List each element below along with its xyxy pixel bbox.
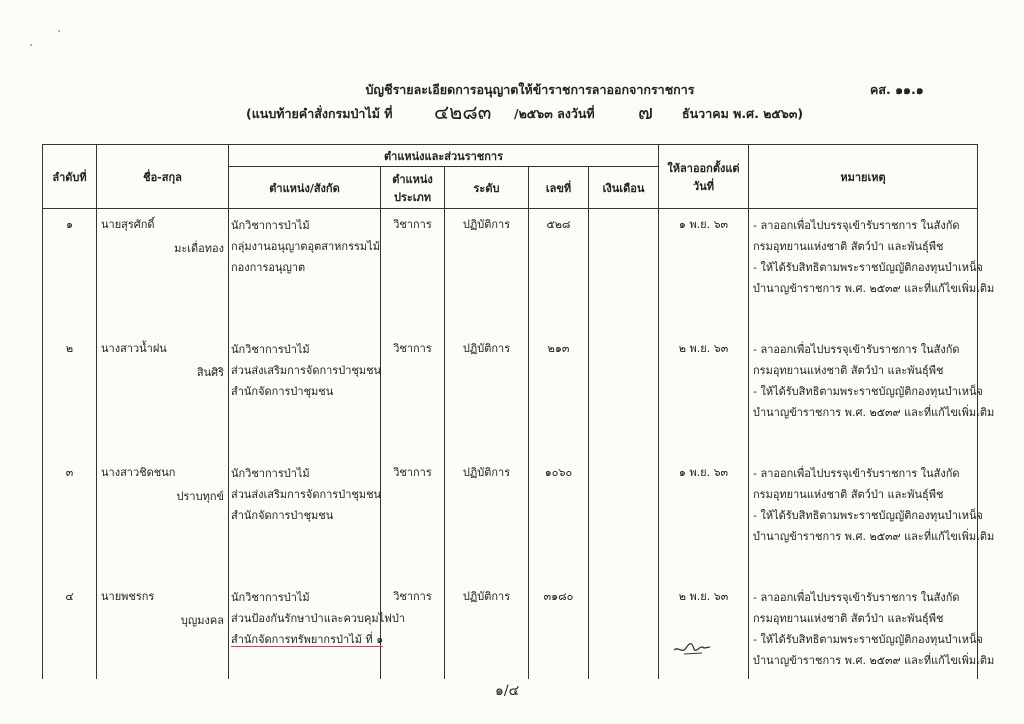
- position-number-cell: [529, 209, 589, 334]
- page-number: ๑/๔: [495, 683, 520, 699]
- effective-date-cell: [659, 581, 749, 679]
- remark-line: บำนาญข้าราชการ พ.ศ. ๒๕๓๙ และที่แก้ไขเพิ่มเติม: [753, 282, 995, 295]
- salary-cell: [589, 209, 659, 334]
- row-number: ๒: [43, 333, 97, 457]
- remark-line: - ลาออกเพื่อไปบรรจุเข้ารับราชการ ในสังกัด: [753, 467, 960, 480]
- remark-line: กรมอุทยานแห่งชาติ สัตว์ป่า และพันธุ์พืช: [753, 488, 944, 501]
- scan-speck: [30, 44, 32, 46]
- level: ปฏิบัติการ: [462, 590, 511, 603]
- salary: [589, 457, 658, 463]
- header-name: ชื่อ-สกุล: [97, 145, 229, 209]
- remark-line: กรมอุทยานแห่งชาติ สัตว์ป่า และพันธุ์พืช: [753, 364, 944, 377]
- salary: [589, 581, 658, 587]
- first-name: นางสาวน้ำฝน: [101, 342, 167, 355]
- effective-date: ๑ พ.ย. ๖๓: [678, 218, 729, 231]
- level-cell: [445, 209, 529, 334]
- position-type: วิชาการ: [393, 342, 432, 355]
- header-position: ตำแหน่ง/สังกัด: [229, 167, 381, 209]
- position-office: สำนักจัดการป่าชุมชน: [231, 509, 334, 522]
- salary-cell: [589, 581, 659, 679]
- name-cell: [97, 333, 229, 457]
- table-row: [43, 209, 978, 334]
- table-row: [43, 457, 978, 581]
- position-type: วิชาการ: [393, 590, 432, 603]
- effective-date: ๒ พ.ย. ๖๓: [678, 590, 729, 603]
- position-type-cell: [381, 209, 445, 334]
- remark-cell: [749, 581, 995, 679]
- remark-cell: [749, 209, 995, 334]
- position-number-cell: [529, 581, 589, 679]
- position-number: ๕๒๘: [546, 218, 571, 231]
- remark-line: บำนาญข้าราชการ พ.ศ. ๒๕๓๙ และที่แก้ไขเพิ่มเติม: [753, 654, 995, 667]
- header-level: ระดับ: [445, 167, 529, 209]
- row-number: ๑: [43, 209, 97, 334]
- position-cell: [229, 333, 381, 457]
- name-cell: [97, 209, 229, 334]
- header-position-group: ตำแหน่งและส่วนราชการ: [229, 145, 659, 167]
- level: ปฏิบัติการ: [462, 466, 511, 479]
- remark-line: - ลาออกเพื่อไปบรรจุเข้ารับราชการ ในสังกัด: [753, 219, 960, 232]
- effective-date: ๑ พ.ย. ๖๓: [678, 466, 729, 479]
- header-no: ลำดับที่: [43, 145, 97, 209]
- last-name: บุญมงคล: [180, 614, 224, 627]
- remark-line: - ให้ได้รับสิทธิตามพระราชบัญญัติกองทุนบำเหน็จ: [753, 261, 983, 274]
- remark-line: - ให้ได้รับสิทธิตามพระราชบัญญัติกองทุนบำเหน็จ: [753, 509, 983, 522]
- position-section: ส่วนป้องกันรักษาป่าและควบคุมไฟป่า: [231, 612, 406, 625]
- position-office: สำนักจัดการป่าชุมชน: [231, 385, 334, 398]
- remark-line: บำนาญข้าราชการ พ.ศ. ๒๕๓๙ และที่แก้ไขเพิ่มเติม: [753, 406, 995, 419]
- first-name: นางสาวชิดชนก: [101, 466, 176, 479]
- table-row: [43, 333, 978, 457]
- level-cell: [445, 581, 529, 679]
- position-type-cell: [381, 333, 445, 457]
- remark-cell: [749, 333, 995, 457]
- remark-line: - ให้ได้รับสิทธิตามพระราชบัญญัติกองทุนบำเหน็จ: [753, 385, 983, 398]
- position-title: นักวิชาการป่าไม้: [231, 467, 310, 480]
- row-number: ๔: [43, 581, 97, 679]
- position-title: นักวิชาการป่าไม้: [231, 343, 310, 356]
- handwritten-initials: [672, 636, 712, 658]
- last-name: มะเดื่อทอง: [174, 242, 224, 255]
- position-office: สำนักจัดการทรัพยากรป่าไม้ ที่ ๑: [231, 633, 384, 646]
- position-title: นักวิชาการป่าไม้: [231, 219, 310, 232]
- order-date-rest: ธันวาคม พ.ศ. ๒๕๖๓): [682, 106, 804, 121]
- salary-cell: [589, 333, 659, 457]
- effective-date-cell: [659, 209, 749, 334]
- position-number: ๑๐๖๐: [544, 466, 573, 479]
- header-pos-type-line2: ประเภท: [393, 190, 432, 204]
- row-number: ๓: [43, 457, 97, 581]
- position-type: วิชาการ: [393, 218, 432, 231]
- level: ปฏิบัติการ: [462, 342, 511, 355]
- resignation-table: [42, 144, 995, 679]
- position-number-cell: [529, 333, 589, 457]
- level: ปฏิบัติการ: [462, 218, 511, 231]
- level-cell: [445, 333, 529, 457]
- position-title: นักวิชาการป่าไม้: [231, 591, 310, 604]
- order-prefix: (แนบท้ายคำสั่งกรมป่าไม้ ที่: [246, 106, 393, 121]
- level-cell: [445, 457, 529, 581]
- header-pos-type-line1: ตำแหน่ง: [392, 172, 433, 186]
- document-title: บัญชีรายละเอียดการอนุญาตให้ข้าราชการลาออกจากราชการ: [365, 82, 695, 97]
- header-effective-line1: ให้ลาออกตั้งแต่: [667, 161, 740, 175]
- table-row: [43, 581, 978, 679]
- name-cell: [97, 581, 229, 679]
- salary: [589, 209, 658, 215]
- last-name: สินศิริ: [196, 366, 224, 379]
- position-cell: [229, 209, 381, 334]
- remark-line: กรมอุทยานแห่งชาติ สัตว์ป่า และพันธุ์พืช: [753, 240, 944, 253]
- position-type: วิชาการ: [393, 466, 432, 479]
- header-position-type: [381, 167, 445, 209]
- effective-date-cell: [659, 457, 749, 581]
- effective-date: ๒ พ.ย. ๖๓: [678, 342, 729, 355]
- form-code: คส. ๑๑.๑: [870, 82, 924, 97]
- salary: [589, 333, 658, 339]
- position-cell: [229, 457, 381, 581]
- position-cell: [229, 581, 406, 679]
- order-number: ๔๒๘๓: [434, 100, 492, 124]
- remark-line: บำนาญข้าราชการ พ.ศ. ๒๕๓๙ และที่แก้ไขเพิ่มเติม: [753, 530, 995, 543]
- position-type-cell: [381, 457, 445, 581]
- last-name: ปราบทุกข์: [176, 490, 224, 503]
- position-section: ส่วนส่งเสริมการจัดการป่าชุมชน: [231, 364, 382, 377]
- header-remark: หมายเหตุ: [749, 145, 978, 209]
- remark-line: - ลาออกเพื่อไปบรรจุเข้ารับราชการ ในสังกัด: [753, 343, 960, 356]
- name-cell: [97, 457, 229, 581]
- first-name: นายสุรศักดิ์: [101, 218, 155, 231]
- header-effective-date: [659, 145, 749, 209]
- effective-date-cell: [659, 333, 749, 457]
- first-name: นายพชรกร: [101, 590, 155, 603]
- remark-cell: [749, 457, 995, 581]
- remark-line: - ลาออกเพื่อไปบรรจุเข้ารับราชการ ในสังกัด: [753, 591, 960, 604]
- position-type-cell: [381, 581, 445, 679]
- position-number: ๒๑๓: [547, 342, 570, 355]
- position-number: ๓๑๘๐: [543, 590, 574, 603]
- position-section: ส่วนส่งเสริมการจัดการป่าชุมชน: [231, 488, 382, 501]
- header-position-number: เลขที่: [529, 167, 589, 209]
- order-year: /๒๕๖๓ ลงวันที่: [514, 106, 595, 121]
- remark-line: - ให้ได้รับสิทธิตามพระราชบัญญัติกองทุนบำเหน็จ: [753, 633, 983, 646]
- order-day: ๗: [638, 100, 654, 124]
- scan-speck: [58, 30, 60, 32]
- header-effective-line2: วันที่: [693, 179, 714, 193]
- position-number-cell: [529, 457, 589, 581]
- remark-line: กรมอุทยานแห่งชาติ สัตว์ป่า และพันธุ์พืช: [753, 612, 944, 625]
- salary-cell: [589, 457, 659, 581]
- position-office: กองการอนุญาต: [231, 261, 306, 274]
- header-salary: เงินเดือน: [589, 167, 659, 209]
- position-section: กลุ่มงานอนุญาตอุตสาหกรรมไม้: [231, 240, 380, 253]
